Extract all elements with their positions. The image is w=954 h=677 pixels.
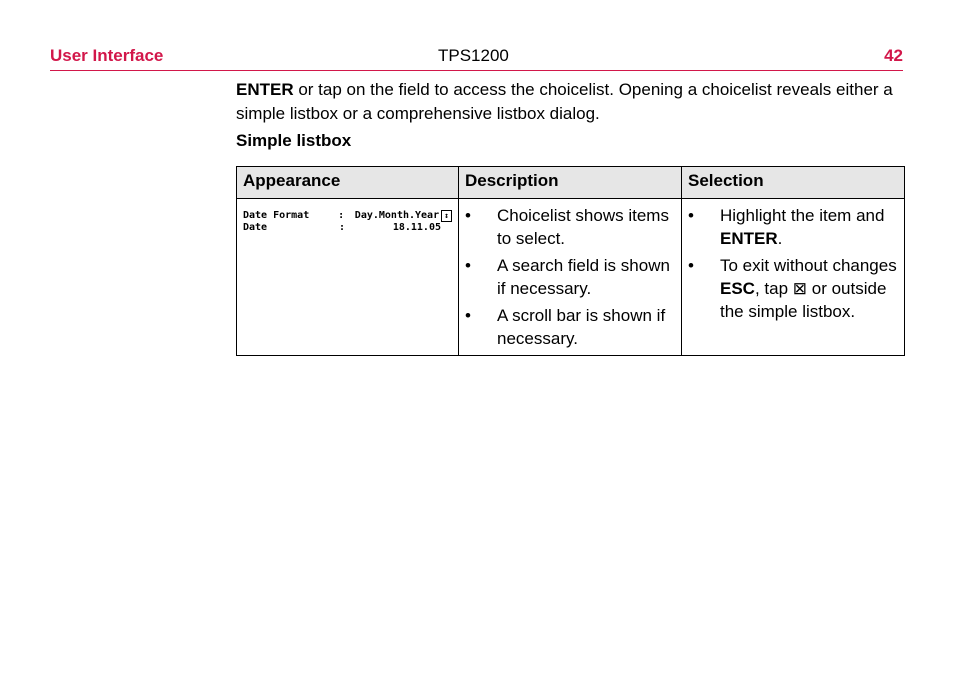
- page-header: [50, 44, 903, 71]
- page-number: 42: [884, 46, 903, 65]
- screen-row: [243, 222, 452, 234]
- bullet: •: [465, 256, 471, 275]
- selection-text: Highlight the item and: [720, 206, 885, 225]
- bullet: •: [465, 306, 471, 325]
- selection-cell: [682, 199, 905, 356]
- bullet: •: [688, 256, 694, 275]
- list-item: [688, 204, 898, 250]
- list-item: [465, 204, 675, 250]
- description-text: Choicelist shows items to select.: [497, 206, 669, 248]
- table-row: [237, 199, 905, 356]
- col-header-selection: Selection: [682, 167, 905, 199]
- section-title: User Interface: [50, 46, 164, 65]
- col-header-description: Description: [459, 167, 682, 199]
- screen-label: Date: [243, 222, 268, 233]
- enter-key-text: ENTER: [720, 229, 778, 248]
- description-text: A search field is shown if necessary.: [497, 256, 670, 298]
- intro-paragraph: [236, 78, 904, 126]
- description-text: A scroll bar is shown if necessary.: [497, 306, 666, 348]
- list-item: [465, 304, 675, 350]
- selection-text: To exit without changes: [720, 256, 897, 275]
- screen-colon: :: [339, 222, 346, 233]
- esc-key-text: ESC: [720, 279, 755, 298]
- appearance-cell: [237, 199, 459, 356]
- description-list: [465, 204, 675, 350]
- selection-text: , tap: [754, 279, 793, 298]
- listbox-screen: [243, 210, 452, 234]
- table-header-row: [237, 167, 905, 199]
- col-header-appearance: Appearance: [237, 167, 459, 199]
- subheading: Simple listbox: [236, 131, 352, 150]
- description-cell: [459, 199, 682, 356]
- close-box-icon: ⊠: [792, 279, 808, 298]
- enter-key-text: ENTER: [236, 80, 294, 99]
- list-item: [465, 254, 675, 300]
- list-item: [688, 254, 898, 323]
- bullet: •: [465, 206, 471, 225]
- bullet: •: [688, 206, 694, 225]
- screen-colon: :: [338, 210, 345, 221]
- product-name: TPS1200: [438, 46, 509, 65]
- screen-label: Date Format: [243, 210, 310, 221]
- scroll-arrows-icon: ↕: [441, 210, 452, 222]
- selection-text: or outside the simple listbox.: [720, 279, 887, 321]
- screen-value: 18.11.05: [392, 222, 441, 233]
- selection-text: .: [777, 229, 783, 248]
- selection-list: [688, 204, 898, 323]
- listbox-table: [236, 166, 905, 356]
- screen-value: Day.Month.Year: [354, 210, 440, 221]
- intro-text: or tap on the field to access the choicelist. Opening a choicelist reveals either a simple listbox or a comprehensive listbox dialog.: [236, 80, 893, 123]
- screen-row: [243, 210, 452, 222]
